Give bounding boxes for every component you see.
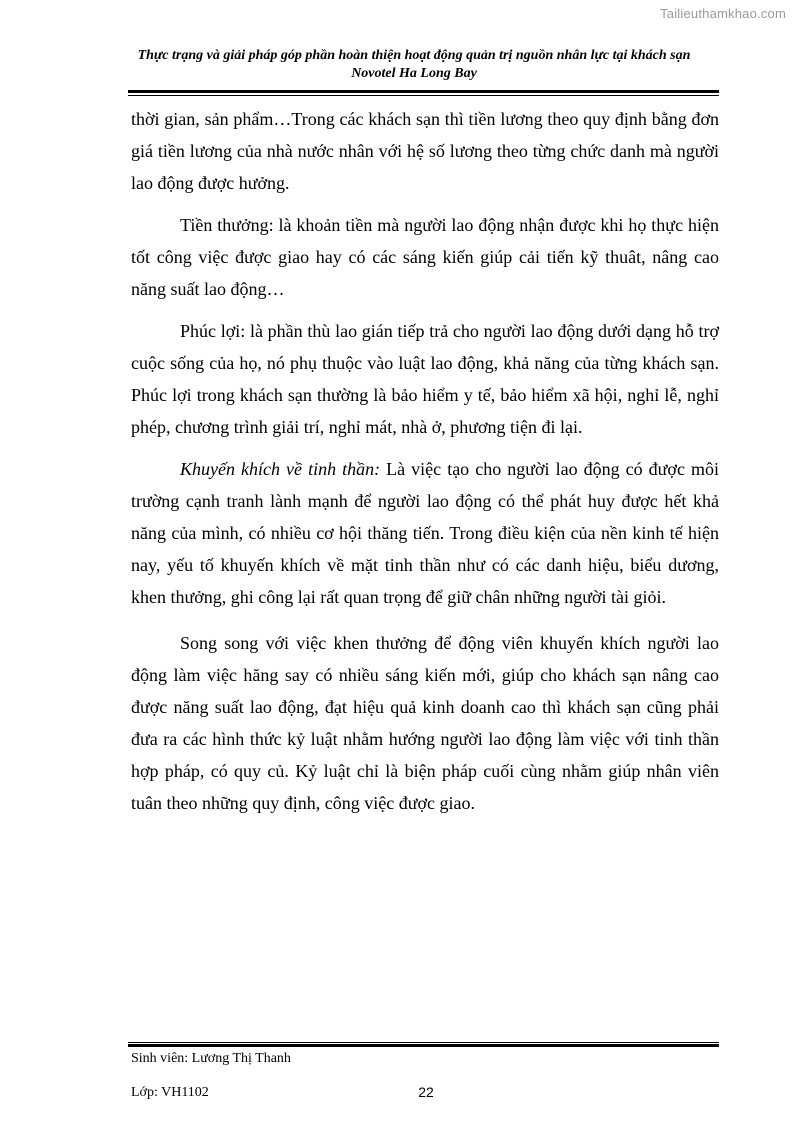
paragraph-5: Song song với việc khen thưởng để động viên khuyến khích người lao động làm việc hăng say có nhiều sáng kiến mới, giúp cho khách sạn nâng cao được năng suất lao động, đạt hiệu quả kinh doanh cao thì khách sạn cũng phải đưa ra các hình thức kỷ luật nhằm hướng người lao động làm việc với tinh thần hợp pháp, có quy củ. Kỷ luật chỉ là biện pháp cuối cùng nhằm giúp nhân viên tuân theo những quy định, công việc được giao. — [131, 633, 719, 813]
paragraph-2: Tiền thưởng: là khoản tiền mà người lao động nhận được khi họ thực hiện tốt công việc được giao hay có các sáng kiến giúp cải tiến kỹ thuât, nâng cao năng suất lao động… — [131, 215, 719, 299]
header-title-line1: Thực trạng và giải pháp góp phần hoàn thiện hoạt động quản trị nguồn nhân lực tại khách sạn — [137, 48, 691, 63]
footer-divider-thick — [128, 1044, 719, 1047]
header-divider-thin — [128, 95, 719, 96]
footer-divider-thin — [128, 1042, 719, 1043]
header-title-line2: Novotel Ha Long Bay — [351, 66, 477, 81]
paragraph-4-lead: Khuyến khích về tinh thần: — [180, 459, 381, 479]
page-header — [100, 47, 728, 83]
header-divider-thick — [128, 90, 719, 93]
paragraph-4 — [131, 453, 719, 613]
paragraph-4-text: Là việc tạo cho người lao động có được môi trường cạnh tranh lành mạnh để người lao động có thể phát huy được hết khả năng của mình, có nhiều cơ hội thăng tiến. Trong điều kiện của nền kinh tế hiện nay, yếu tố khuyến khích về mặt tinh thần như có các danh hiệu, biểu dương, khen thưởng, ghi công lại rất quan trọng để giữ chân những người tài giỏi. — [131, 459, 719, 607]
header-divider — [128, 90, 719, 96]
watermark: Tailieuthamkhao.com — [660, 6, 786, 21]
page-body — [131, 103, 719, 829]
paragraph-1: thời gian, sản phẩm…Trong các khách sạn thì tiền lương theo quy định bằng đơn giá tiền lương của nhà nước nhân với hệ số lương theo từng chức danh mà người lao động được hưởng. — [131, 109, 719, 193]
paragraph-3: Phúc lợi: là phần thù lao gián tiếp trả cho người lao động dưới dạng hỗ trợ cuộc sống của họ, nó phụ thuộc vào luật lao động, khả năng của từng khách sạn. Phúc lợi trong khách sạn thường là bảo hiểm y tế, bảo hiểm xã hội, nghỉ lễ, nghỉ phép, chương trình giải trí, nghỉ mát, nhà ở, phương tiện đi lại. — [131, 321, 719, 437]
footer-divider — [128, 1042, 719, 1048]
footer-class: Lớp: VH1102 — [131, 1085, 209, 1100]
page-number: 22 — [418, 1084, 434, 1100]
footer-student: Sinh viên: Lương Thị Thanh — [131, 1051, 291, 1066]
